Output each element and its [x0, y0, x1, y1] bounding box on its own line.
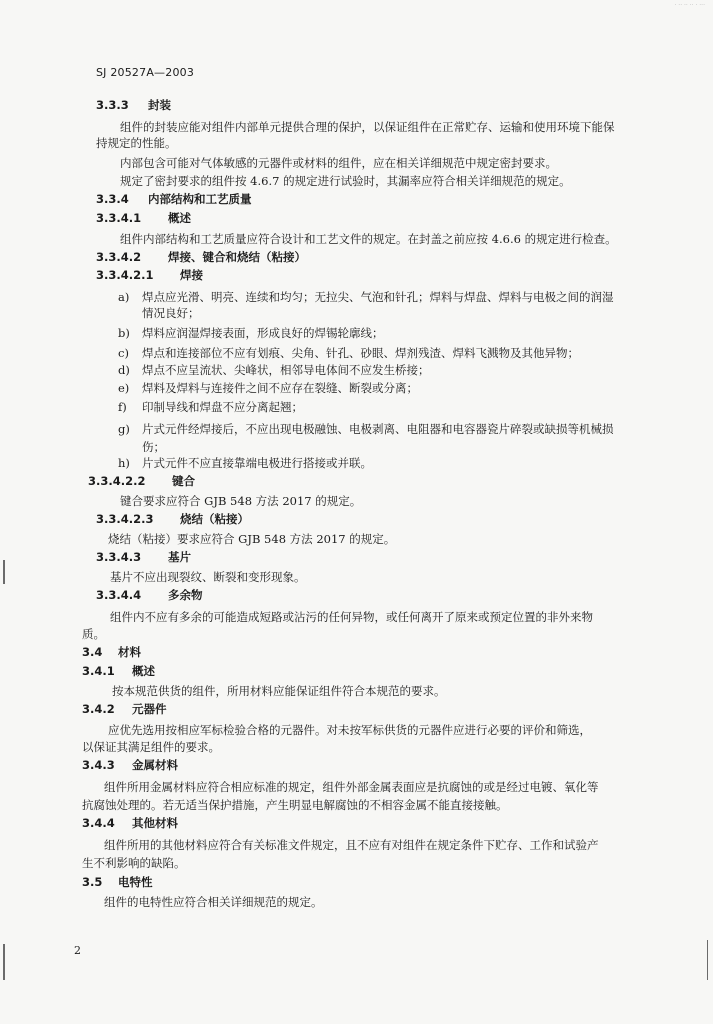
paragraph-line: 组件内部结构和工艺质量应符合设计和工艺文件的规定。在封盖之前应按 4.6.6 的规定进行检查。 — [120, 232, 617, 246]
scan-edge-line — [707, 940, 708, 980]
list-item: b) 焊料应润湿焊接表面，形成良好的焊锡轮廓线； — [118, 326, 384, 340]
section-heading: 3.4.4 其他材料 — [82, 816, 178, 830]
paragraph-line: 组件内不应有多余的可能造成短路或沾污的任何异物，或任何离开了原来或预定位置的非外来物 — [110, 610, 593, 624]
paragraph-line: 应优先选用按相应军标检验合格的元器件。对未按军标供货的元器件应进行必要的评价和筛选， — [108, 723, 591, 737]
section-heading: 3.3.4 内部结构和工艺质量 — [96, 192, 252, 206]
paragraph-line: 抗腐蚀处理的。若无适当保护措施，产生明显电解腐蚀的不相容金属不能直接接触。 — [82, 798, 508, 812]
list-item: d) 焊点不应呈流状、尖峰状，相邻导电体间不应发生桥接； — [118, 363, 430, 377]
paragraph-line: 组件所用金属材料应符合相应标准的规定，组件外部金属表面应是抗腐蚀的或是经过电镀、氧化等 — [104, 780, 599, 794]
section-heading: 3.3.4.3 基片 — [96, 550, 191, 564]
list-item: f) 印制导线和焊盘不应分离起翘； — [118, 400, 303, 414]
list-item: h) 片式元件不应直接靠端电极进行搭接或并联。 — [118, 456, 372, 470]
list-item: c) 焊点和连接部位不应有划痕、尖角、针孔、砂眼、焊剂残渣、焊料飞溅物及其他异物； — [118, 346, 579, 360]
document-code-header: SJ 20527A—2003 — [96, 66, 195, 79]
paragraph-line: 组件的电特性应符合相关详细规范的规定。 — [104, 895, 323, 909]
paragraph-line: 内部包含可能对气体敏感的元器件或材料的组件，应在相关详细规范中规定密封要求。 — [120, 156, 557, 170]
paragraph-line: 持规定的性能。 — [96, 136, 177, 150]
paragraph-line: 生不利影响的缺陷。 — [82, 856, 186, 870]
page-number: 2 — [74, 944, 81, 957]
section-heading: 3.4.3 金属材料 — [82, 758, 178, 772]
paragraph-line: 键合要求应符合 GJB 548 方法 2017 的规定。 — [120, 494, 362, 508]
section-heading: 3.4.2 元器件 — [82, 702, 167, 716]
section-heading: 3.5 电特性 — [82, 875, 153, 889]
section-heading: 3.4 材料 — [82, 645, 141, 659]
scan-edge-line — [3, 944, 5, 980]
section-heading: 3.3.4.1 概述 — [96, 211, 191, 225]
list-item-continuation: 情况良好； — [142, 306, 200, 320]
list-item: e) 焊料及焊料与连接件之间不应存在裂缝、断裂或分离； — [118, 381, 418, 395]
paragraph-line: 以保证其满足组件的要求。 — [82, 740, 220, 754]
section-heading: 3.3.4.4 多余物 — [96, 588, 203, 602]
paragraph-line: 按本规范供货的组件，所用材料应能保证组件符合本规范的要求。 — [112, 684, 446, 698]
scan-edge-line — [3, 560, 5, 584]
section-heading: 3.3.4.2.2 键合 — [88, 474, 195, 488]
paragraph-line: 组件的封装应能对组件内部单元提供合理的保护，以保证组件在正常贮存、运输和使用环境下能保 — [120, 120, 615, 134]
list-item: g) 片式元件经焊接后，不应出现电极融蚀、电极剥离、电阻器和电容器瓷片碎裂或缺损等机械损 — [118, 422, 614, 436]
paragraph-line: 规定了密封要求的组件按 4.6.7 的规定进行试验时，其漏率应符合相关详细规范的规定。 — [120, 174, 571, 188]
paragraph-line: 质。 — [82, 627, 105, 641]
section-heading: 3.4.1 概述 — [82, 664, 155, 678]
section-heading: 3.3.4.2.1 焊接 — [96, 268, 203, 282]
corner-scan-mark: · ·· ·· ·· · ··· — [674, 2, 705, 9]
section-heading: 3.3.3 封装 — [96, 98, 171, 112]
list-item: a) 焊点应光滑、明亮、连续和均匀；无拉尖、气泡和针孔；焊料与焊盘、焊料与电极之间的润湿 — [118, 290, 614, 304]
paragraph-line: 烧结（粘接）要求应符合 GJB 548 方法 2017 的规定。 — [108, 532, 396, 546]
section-heading: 3.3.4.2.3 烧结（粘接） — [96, 512, 249, 526]
paragraph-line: 基片不应出现裂纹、断裂和变形现象。 — [110, 570, 306, 584]
section-heading: 3.3.4.2 焊接、键合和烧结（粘接） — [96, 250, 306, 264]
paragraph-line: 组件所用的其他材料应符合有关标准文件规定，且不应有对组件在规定条件下贮存、工作和试验产 — [104, 838, 599, 852]
list-item-continuation: 伤； — [142, 440, 165, 454]
